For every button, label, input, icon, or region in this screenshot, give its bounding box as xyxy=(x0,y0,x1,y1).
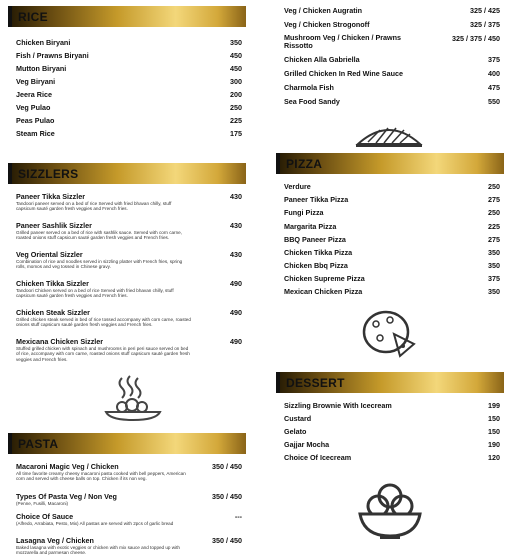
item-name: Veg / Chicken Strogonoff xyxy=(284,20,370,29)
item-price: 375 xyxy=(488,274,500,283)
category-header-dessert xyxy=(276,372,504,393)
item-description: All time favorite creamy cheesy macaroni pasta cooked with bell peppers, American corn and served with cheese balls on top. Chicken if its non veg. xyxy=(16,471,186,482)
item-name: Veg / Chicken Augratin xyxy=(284,6,363,15)
item-price: 300 xyxy=(230,77,242,86)
item-price: 200 xyxy=(230,90,242,99)
item-name: Chicken Bbq Pizza xyxy=(284,261,348,270)
item-name: Paneer Tikka Sizzler xyxy=(16,192,85,201)
item-name: Charmola Fish xyxy=(284,83,334,92)
item-description: Stuffed grilled chicken with spinach and mushrooms in peri peri sauce served on bed of rice, accompany with corn carne, roasted onions stuff capsicum sauté garden fresh veggies and French fries. xyxy=(16,346,190,362)
item-name: Sizzling Brownie With Icecream xyxy=(284,401,392,410)
item-price: 350 / 450 xyxy=(212,536,242,545)
item-price: 400 xyxy=(488,69,500,78)
item-price: 430 xyxy=(230,250,242,259)
category-header-rice xyxy=(8,6,246,27)
item-description: (Penne, Fusilli, Macaroni) xyxy=(16,501,69,506)
item-price: 350 xyxy=(488,287,500,296)
item-price: 250 xyxy=(488,182,500,191)
item-name: Chicken Biryani xyxy=(16,38,71,47)
item-description: Grilled chicken steak served in bed of rice tossed accompany with corn carne, roasted onions stuff capsicum sauté garden fresh veggies and French fries. xyxy=(16,317,191,328)
item-name: Verdure xyxy=(284,182,311,191)
category-header-sizzlers xyxy=(8,163,246,184)
item-name: Veg Biryani xyxy=(16,77,56,86)
item-name: Peas Pulao xyxy=(16,116,55,125)
category-title: DESSERT xyxy=(286,375,345,390)
item-price: 150 xyxy=(488,427,500,436)
item-name: Fish / Prawns Biryani xyxy=(16,51,89,60)
item-name: Custard xyxy=(284,414,312,423)
item-price: 275 xyxy=(488,195,500,204)
item-name: Steam Rice xyxy=(16,129,55,138)
item-name: Mexican Chicken Pizza xyxy=(284,287,363,296)
item-price: 450 xyxy=(230,64,242,73)
item-name: Types Of Pasta Veg / Non Veg xyxy=(16,492,117,501)
item-price: 430 xyxy=(230,221,242,230)
item-description: Baked lasagna with exotic veggies or chicken with mix sauce and topped up with mozzarella and parmesan cheese. xyxy=(16,545,180,556)
item-price: 225 xyxy=(488,222,500,231)
item-name: Gajjar Mocha xyxy=(284,440,330,449)
category-header-pasta xyxy=(8,433,246,454)
item-name: Paneer Sashlik Sizzler xyxy=(16,221,92,230)
item-name: Chicken Steak Sizzler xyxy=(16,308,90,317)
item-price: 350 xyxy=(488,248,500,257)
item-description: (Alfredo, Arrabiata, Pesto, Mix) All pastas are served with 2pcs of garlic bread xyxy=(16,521,174,526)
item-name: Fungi Pizza xyxy=(284,208,324,217)
item-price: 550 xyxy=(488,97,500,106)
item-price: 325 / 425 xyxy=(470,6,500,15)
item-price: 150 xyxy=(488,414,500,423)
item-name: Mushroom Veg / Chicken / Prawns Rissotto xyxy=(284,33,402,50)
item-price: 350 / 450 xyxy=(212,492,242,501)
item-name: Chicken Tikka Sizzler xyxy=(16,279,89,288)
item-price: 225 xyxy=(230,116,242,125)
item-price: 199 xyxy=(488,401,500,410)
item-name: Chicken Supreme Pizza xyxy=(284,274,365,283)
item-name: Veg Pulao xyxy=(16,103,51,112)
item-price: 350 xyxy=(230,38,242,47)
item-name: Sea Food Sandy xyxy=(284,97,340,106)
item-price: 490 xyxy=(230,279,242,288)
item-price: 275 xyxy=(488,235,500,244)
item-price: 325 / 375 / 450 xyxy=(452,34,500,43)
item-price: 490 xyxy=(230,308,242,317)
item-name: Paneer Tikka Pizza xyxy=(284,195,349,204)
category-title: SIZZLERS xyxy=(18,166,79,181)
category-header-pizza xyxy=(276,153,504,174)
item-name: Mexicana Chicken Sizzler xyxy=(16,337,104,346)
item-price: 450 xyxy=(230,51,242,60)
item-name: Veg Oriental Sizzler xyxy=(16,250,83,259)
item-price: 475 xyxy=(488,83,500,92)
item-description: Grilled paneer served on a bed of rice with sashlik sauce. Served with corn carne, roasted onions stuff capsicum sauté garden fresh veggies and French fries. xyxy=(16,230,182,241)
item-price: 250 xyxy=(488,208,500,217)
grill-icon xyxy=(354,122,424,148)
category-title: PASTA xyxy=(18,436,59,451)
item-name: Lasagna Veg / Chicken xyxy=(16,536,94,545)
item-price: 325 / 375 xyxy=(470,20,500,29)
item-price: 430 xyxy=(230,192,242,201)
item-name: Macaroni Magic Veg / Chicken xyxy=(16,462,119,471)
item-price: 350 xyxy=(488,261,500,270)
item-description: Combination of rice and noodles served in sizzling platter with French fries, spring rolls, momos and veg tossed in Chinese gravy. xyxy=(16,259,183,270)
item-description: Tandoori Chicken served on a bed of rice Served with fried bhavan chilly, stuff capsicum sauté garden fresh veggies and French fries. xyxy=(16,288,174,299)
item-price: 250 xyxy=(230,103,242,112)
item-name: Choice Of Sauce xyxy=(16,512,74,521)
item-name: Margarita Pizza xyxy=(284,222,337,231)
item-name: Chicken Alla Gabriella xyxy=(284,55,360,64)
pizza-icon xyxy=(360,306,418,358)
item-name: Gelato xyxy=(284,427,307,436)
item-name: Chicken Tikka Pizza xyxy=(284,248,353,257)
item-name: Choice Of Icecream xyxy=(284,453,352,462)
item-price: 190 xyxy=(488,440,500,449)
item-price: --- xyxy=(234,512,242,521)
category-title: RICE xyxy=(18,9,48,24)
category-title: PIZZA xyxy=(286,156,323,171)
item-name: Grilled Chicken In Red Wine Sauce xyxy=(284,69,403,78)
dessert-bowl-icon xyxy=(356,480,424,542)
item-price: 490 xyxy=(230,337,242,346)
item-price: 350 / 450 xyxy=(212,462,242,471)
sizzler-plate-icon xyxy=(100,374,166,422)
item-description: Tandoori paneer served on a bed of rice Served with fried bhavan chilly, stuff capsicum sauté garden fresh veggies and French fries. xyxy=(16,201,172,212)
item-name: BBQ Paneer Pizza xyxy=(284,235,346,244)
item-price: 375 xyxy=(488,55,500,64)
item-name: Mutton Biryani xyxy=(16,64,67,73)
item-name: Jeera Rice xyxy=(16,90,52,99)
item-price: 120 xyxy=(488,453,500,462)
item-price: 175 xyxy=(230,129,242,138)
